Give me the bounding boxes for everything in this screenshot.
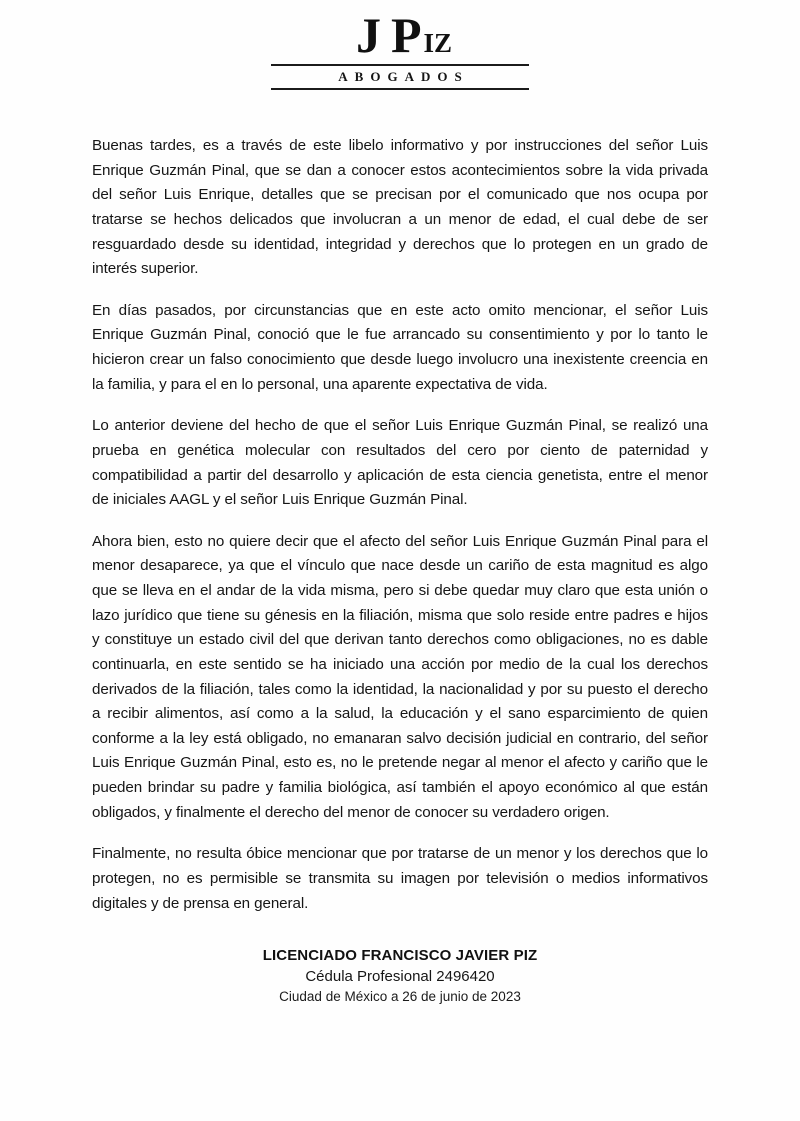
- logo-letter-p: P: [390, 7, 423, 63]
- logo-wordmark: [348, 7, 453, 63]
- logo-letter-j: J: [355, 7, 382, 63]
- firm-logo: [260, 7, 540, 90]
- letterhead: [0, 0, 800, 90]
- paragraph: Finalmente, no resulta óbice mencionar que por tratarse de un menor y los derechos que lo protegen, no es permisible se transmita su imagen por televisión o medios informativos digitales y de prensa en general.: [92, 845, 708, 912]
- place-and-date: Ciudad de México a 26 de junio de 2023: [279, 989, 521, 1005]
- logo-rule-top: [271, 64, 529, 66]
- document-body: [92, 90, 708, 916]
- signatory-name: LICENCIADO FRANCISCO JAVIER PIZ: [262, 947, 538, 965]
- paragraph: Lo anterior deviene del hecho de que el señor Luis Enrique Guzmán Pinal, se realizó una prueba en genética molecular con resultados del cero por ciento de paternidad y compatibilidad a partir del desarrollo y aplicación de esta ciencia genetista, entre el menor de iniciales AAGL y el señor Luis Enrique Guzmán Pinal.: [92, 417, 708, 509]
- signature-block: [92, 933, 708, 1004]
- logo-subtitle: ABOGADOS: [338, 69, 469, 84]
- paragraph: Buenas tardes, es a través de este libelo informativo y por instrucciones del señor Luis Enrique Guzmán Pinal, que se dan a conocer estos acontecimientos sobre la vida privada del señor Luis Enrique, detalles que se precisan por el comunicado que nos ocupa por tratarse se hechos delicados que involucran a un menor de edad, el cual debe de ser resguardado desde su identidad, integridad y derechos que lo protegen en un grado de interés superior.: [92, 137, 708, 278]
- logo-letters-iz: IZ: [423, 28, 453, 58]
- signatory-license: Cédula Profesional 2496420: [305, 968, 495, 986]
- paragraph: Ahora bien, esto no quiere decir que el afecto del señor Luis Enrique Guzmán Pinal para el menor desaparece, ya que el vínculo que nace desde un cariño de esta magnitud es algo que se lleva en el andar de la vida misma, pero si debe quedar muy claro que esta unión o lazo jurídico que tiene su génesis en la filiación, misma que solo reside entre padres e hijos y constituye un estado civil del que derivan tanto derechos como obligaciones, no es dable continuarla, en este sentido se ha iniciado una acción por medio de la cual los derechos derivados de la filiación, tales como la identidad, la nacionalidad y por su puesto el derecho a recibir alimentos, así como a la salud, la educación y el sano esparcimiento de quien conforme a la ley está obligado, no emanaran salvo decisión judicial en contrario, del señor Luis Enrique Guzmán Pinal, esto es, no le pretende negar al menor el afecto y cariño que le pueden brindar su padre y familia biológica, así también el apoyo económico al que están obligados, y finalmente el derecho del menor de conocer su verdadero origen.: [92, 532, 708, 821]
- logo-rule-bottom: [271, 88, 529, 90]
- paragraph: En días pasados, por circunstancias que en este acto omito mencionar, el señor Luis Enrique Guzmán Pinal, conoció que le fue arrancado su consentimiento y por lo tanto le hicieron crear un falso conocimiento que desde luego involucro una inexistente creencia en la familia, y para el en lo personal, una aparente expectativa de vida.: [92, 301, 708, 393]
